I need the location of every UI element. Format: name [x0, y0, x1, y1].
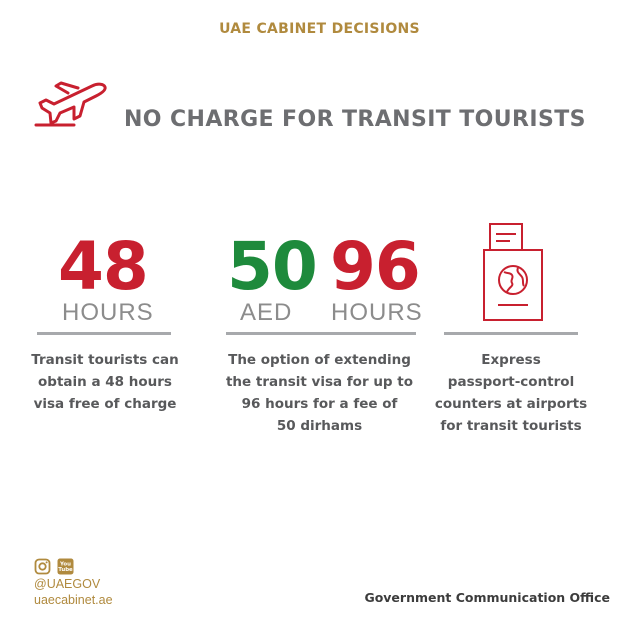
divider-rule — [37, 332, 171, 335]
social-handle[interactable]: @UAEGOV — [34, 577, 101, 591]
youtube-icon-text: You Tube — [58, 561, 73, 573]
stat-48-hours-number: 48 — [58, 228, 148, 305]
stat-passport-description: Express passport-control counters at airports for transit tourists — [434, 352, 588, 434]
office-name: Government Communication Office — [364, 590, 610, 605]
youtube-icon[interactable] — [57, 558, 74, 575]
stat-48-hours-unit: HOURS — [62, 299, 154, 326]
website-link[interactable]: uaecabinet.ae — [34, 593, 113, 607]
top-title: UAE CABINET DECISIONS — [219, 21, 420, 37]
instagram-icon[interactable] — [34, 558, 51, 575]
airplane-icon — [34, 70, 110, 128]
stat-96-hours-unit: HOURS — [331, 299, 423, 326]
stat-50-aed-unit: AED — [240, 299, 293, 326]
stat-48-hours-description: Transit tourists can obtain a 48 hours visa free of charge — [31, 352, 179, 412]
social-icons — [34, 558, 74, 575]
divider-rule — [444, 332, 578, 335]
stat-50-aed-number: 50 — [227, 228, 317, 305]
stat-extension-description: The option of extending the transit visa for up to 96 hours for a fee of 50 dirhams — [225, 352, 414, 434]
divider-rule — [226, 332, 416, 335]
passport-icon — [480, 222, 546, 324]
stat-96-hours-number: 96 — [330, 228, 420, 305]
main-heading: NO CHARGE FOR TRANSIT TOURISTS — [124, 107, 586, 132]
